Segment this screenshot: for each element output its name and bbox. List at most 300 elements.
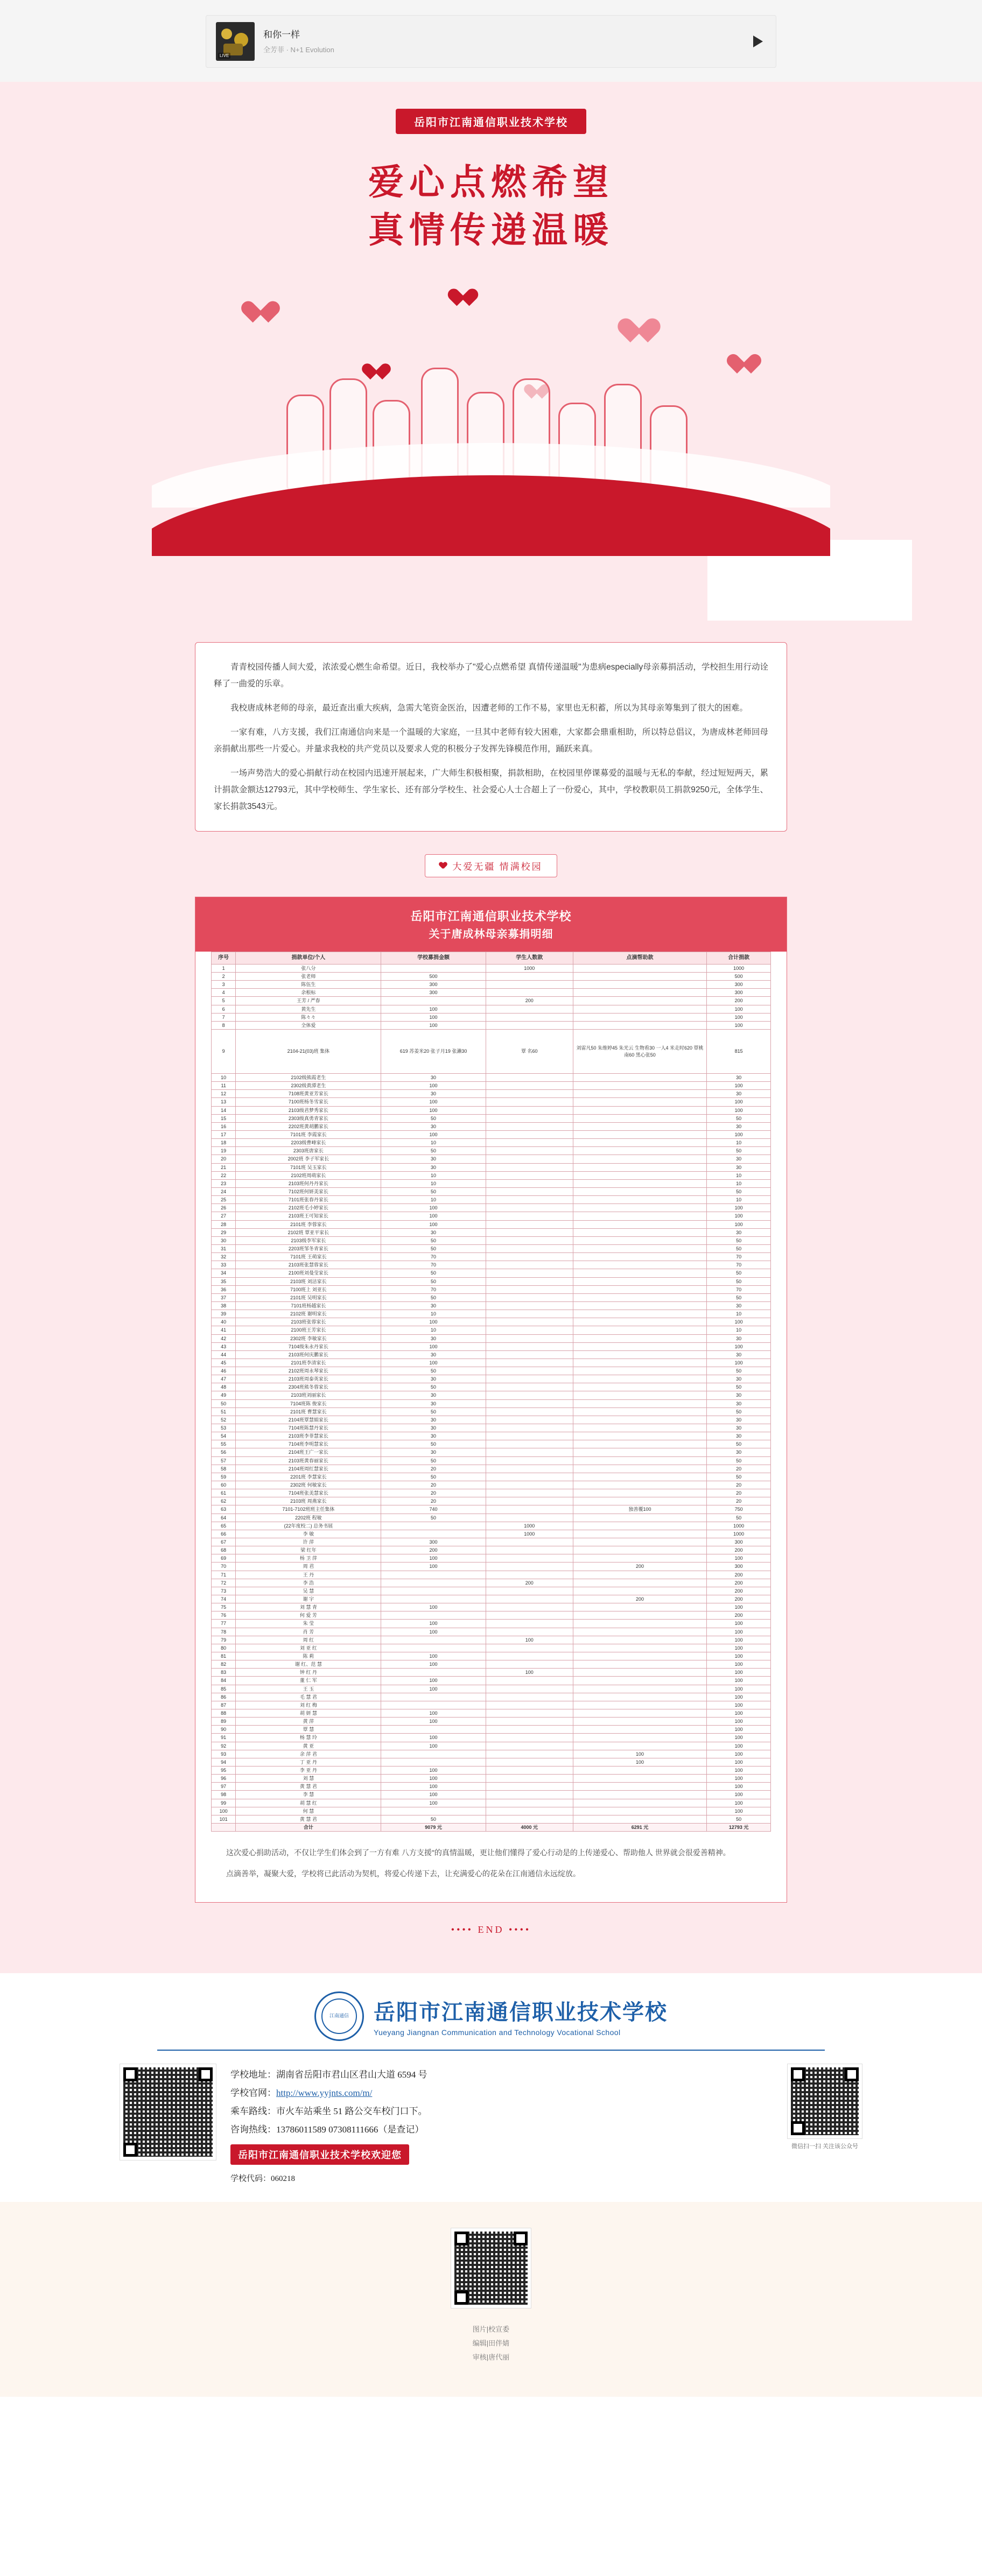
closing-paragraph: 点滴善举，凝聚大爱，学校将已此活动为契机，将爱心传递下去，让充满爱心的花朵在江南通信永远绽放。 xyxy=(226,1869,580,1878)
table-cell: 30 xyxy=(381,1448,486,1456)
table-cell: 陈伍生 xyxy=(236,981,381,989)
table-cell: 100 xyxy=(707,1734,771,1742)
table-cell xyxy=(486,1163,573,1171)
table-cell xyxy=(573,1228,706,1236)
credit-line: 编辑|田伴婧 xyxy=(472,2339,510,2347)
donation-table-card xyxy=(195,897,787,1902)
table-cell: 10 xyxy=(707,1171,771,1179)
table-cell: 10 xyxy=(381,1310,486,1318)
table-cell: 100 xyxy=(707,1783,771,1791)
table-cell xyxy=(573,973,706,981)
table-cell xyxy=(573,989,706,997)
table-cell: 李 慧 xyxy=(236,1791,381,1799)
table-cell: 200 xyxy=(707,1611,771,1620)
table-row xyxy=(212,1013,771,1021)
table-row xyxy=(212,1709,771,1717)
table-cell: 覃 名60 xyxy=(486,1030,573,1074)
table-cell: 30 xyxy=(381,1391,486,1399)
table-cell: 13 xyxy=(212,1098,236,1106)
school-name-en: Yueyang Jiangnan Communication and Technology Vocational School xyxy=(374,2028,621,2037)
table-cell xyxy=(486,1326,573,1334)
donation-table-title-2: 关于唐成林母亲募捐明细 xyxy=(429,928,553,941)
table-cell: 100 xyxy=(381,1318,486,1326)
table-cell xyxy=(381,1636,486,1644)
table-cell: 李 亚 丹 xyxy=(236,1766,381,1774)
table-cell: 2103班 周燕家长 xyxy=(236,1497,381,1505)
table-cell: 63 xyxy=(212,1505,236,1514)
table-cell xyxy=(486,1204,573,1212)
table-cell: 30 xyxy=(381,1350,486,1359)
table-cell xyxy=(381,964,486,972)
table-cell xyxy=(381,1587,486,1595)
article-text-box xyxy=(195,642,787,832)
table-cell: 52 xyxy=(212,1416,236,1424)
table-cell xyxy=(486,1277,573,1285)
table-cell: 100 xyxy=(707,1318,771,1326)
table-row xyxy=(212,1677,771,1685)
table-cell xyxy=(573,1212,706,1220)
table-cell: 17 xyxy=(212,1130,236,1138)
table-cell xyxy=(573,1669,706,1677)
mini-banner-label: 大爱无疆 情满校园 xyxy=(452,862,543,872)
table-cell: 31 xyxy=(212,1244,236,1252)
table-cell: 27 xyxy=(212,1212,236,1220)
table-cell: 73 xyxy=(212,1587,236,1595)
table-cell: 50 xyxy=(381,1114,486,1122)
table-cell: 50 xyxy=(707,1383,771,1391)
table-cell xyxy=(486,1359,573,1367)
table-cell: 20 xyxy=(381,1481,486,1489)
table-cell: 89 xyxy=(212,1718,236,1726)
table-cell: 2102级熊霞老生 xyxy=(236,1074,381,1082)
table-cell xyxy=(573,1514,706,1522)
table-cell: 30 xyxy=(381,1416,486,1424)
table-cell: 100 xyxy=(381,1220,486,1228)
table-cell xyxy=(573,1277,706,1285)
table-cell: 100 xyxy=(707,1758,771,1766)
table-cell: 100 xyxy=(381,1021,486,1029)
table-cell: 100 xyxy=(707,1791,771,1799)
table-row xyxy=(212,1644,771,1652)
table-cell xyxy=(573,1726,706,1734)
table-cell xyxy=(573,1179,706,1187)
school-code: 学校代码：060218 xyxy=(230,2174,296,2183)
table-cell xyxy=(486,1106,573,1114)
table-cell xyxy=(381,1530,486,1538)
table-cell: 100 xyxy=(381,1799,486,1807)
table-cell: 50 xyxy=(381,1456,486,1465)
table-cell: 50 xyxy=(707,1293,771,1301)
table-cell: 50 xyxy=(381,1187,486,1195)
article-paragraph: 一家有难，八方支援，我们江南通信向来是一个温暖的大家庭，一旦其中老师有较大困难，大家都会鼎重相助，所以特总倡议，为唐成林老师回母亲捐献出那些一片爱心。并量求我校的共产党员以及要求人党的积极分子发挥先锋模范作用，踊跃来真。 xyxy=(214,728,768,754)
table-cell xyxy=(381,1750,486,1758)
table-row xyxy=(212,1122,771,1130)
table-cell xyxy=(573,1155,706,1163)
table-cell: 50 xyxy=(381,1244,486,1252)
table-cell xyxy=(486,1775,573,1783)
table-cell: 96 xyxy=(212,1775,236,1783)
table-cell: 300 xyxy=(381,989,486,997)
table-cell: 2303班唐家长 xyxy=(236,1147,381,1155)
table-cell xyxy=(573,1815,706,1823)
table-cell xyxy=(486,1726,573,1734)
table-cell xyxy=(486,1253,573,1261)
table-cell: 刘雷凡50 朱维婷45 朱光云 生物看30 一人4 米走时620 覃桃南60 黑心张50 xyxy=(573,1030,706,1074)
table-cell xyxy=(486,1424,573,1432)
table-cell xyxy=(573,1734,706,1742)
donation-table-title-1: 岳阳市江南通信职业技术学校 xyxy=(410,910,572,924)
table-cell xyxy=(486,1571,573,1579)
table-cell xyxy=(486,1742,573,1750)
table-cell: 30 xyxy=(381,1375,486,1383)
table-cell xyxy=(573,1709,706,1717)
table-cell: 8 xyxy=(212,1021,236,1029)
table-row xyxy=(212,1416,771,1424)
audio-player-bar xyxy=(0,0,982,82)
table-cell: 30 xyxy=(707,1163,771,1171)
table-cell: 2202班黄胡鹏家长 xyxy=(236,1122,381,1130)
table-cell xyxy=(573,1440,706,1448)
article-headline xyxy=(0,159,982,255)
table-cell: 1000 xyxy=(486,964,573,972)
table-cell: 30 xyxy=(381,1155,486,1163)
table-row xyxy=(212,989,771,997)
table-cell xyxy=(573,1391,706,1399)
table-cell: 7104班陈 俊家长 xyxy=(236,1399,381,1407)
table-cell: 100 xyxy=(707,1644,771,1652)
table-cell: 10 xyxy=(381,1326,486,1334)
table-cell xyxy=(486,1220,573,1228)
table-cell: 23 xyxy=(212,1179,236,1187)
credit-qr-code[interactable] xyxy=(451,2228,531,2308)
table-row xyxy=(212,1391,771,1399)
table-cell xyxy=(573,1163,706,1171)
audio-player[interactable] xyxy=(206,15,776,68)
article-paragraph: 一场声势浩大的爱心捐献行动在校园内迅速开展起来，广大师生积极相聚，捐款相助，在校园里停课募爱的温暖与无私的奉献，经过短短两天，累计捐款金额达12793元，其中学校师生、学生家长、还有部分学校生、社会爱心人士合超上了一份爱心，其中，学校教职员工捐款9250元，全体学生、家长捐款3543元。 xyxy=(214,769,768,812)
table-cell: 10 xyxy=(707,1179,771,1187)
table-cell: 25 xyxy=(212,1196,236,1204)
table-cell: 84 xyxy=(212,1677,236,1685)
table-cell: 20 xyxy=(707,1489,771,1497)
closing-paragraph: 这次爱心捐助活动，不仅让学生们体会到了一方有难 八方支援"的真情温暖，更让他们懂得了爱心行动是的上传递爱心、帮助他人 世界就会很爱善精神。 xyxy=(226,1848,731,1857)
table-cell: 88 xyxy=(212,1709,236,1717)
school-qr-code[interactable] xyxy=(120,2064,216,2160)
table-row xyxy=(212,1514,771,1522)
table-cell: 300 xyxy=(707,1538,771,1546)
table-cell: 30 xyxy=(381,1301,486,1310)
table-cell xyxy=(573,1807,706,1815)
table-cell xyxy=(573,1579,706,1587)
table-cell: 2100班刘曼莹家长 xyxy=(236,1269,381,1277)
table-cell: 98 xyxy=(212,1791,236,1799)
table-cell: 刘 红 梅 xyxy=(236,1701,381,1709)
table-cell: 50 xyxy=(707,1277,771,1285)
table-cell: 50 xyxy=(707,1514,771,1522)
table-cell: 100 xyxy=(707,1359,771,1367)
table-cell: 30 xyxy=(212,1236,236,1244)
table-cell xyxy=(573,1220,706,1228)
table-row xyxy=(212,1620,771,1628)
table-cell xyxy=(573,1693,706,1701)
table-cell: 100 xyxy=(381,1791,486,1799)
table-cell: 2302班 李敏家长 xyxy=(236,1334,381,1342)
table-row xyxy=(212,981,771,989)
table-row xyxy=(212,1758,771,1766)
table-cell xyxy=(573,1342,706,1350)
table-cell: 100 xyxy=(707,1685,771,1693)
table-cell: 10 xyxy=(707,1139,771,1147)
table-cell: 7104级朱永丹家长 xyxy=(236,1342,381,1350)
table-row xyxy=(212,1253,771,1261)
table-cell: 2302级黄潭老生 xyxy=(236,1082,381,1090)
table-cell xyxy=(486,1660,573,1669)
table-cell: 49 xyxy=(212,1391,236,1399)
table-cell: 35 xyxy=(212,1277,236,1285)
welcome-banner xyxy=(230,2144,773,2165)
table-cell xyxy=(573,1742,706,1750)
table-cell xyxy=(486,1334,573,1342)
table-cell xyxy=(573,1147,706,1155)
table-cell: 12 xyxy=(212,1090,236,1098)
table-cell xyxy=(486,1432,573,1440)
table-cell: 30 xyxy=(707,1334,771,1342)
table-cell xyxy=(486,1497,573,1505)
table-cell: 22 xyxy=(212,1171,236,1179)
table-cell: 66 xyxy=(212,1530,236,1538)
table-cell: 100 xyxy=(381,1013,486,1021)
table-row xyxy=(212,1163,771,1171)
table-row xyxy=(212,1220,771,1228)
table-cell xyxy=(573,1139,706,1147)
contact-info xyxy=(230,2064,773,2184)
table-cell: 10 xyxy=(707,1310,771,1318)
table-cell: 100 xyxy=(707,1106,771,1114)
donation-table xyxy=(211,952,771,1832)
table-cell xyxy=(573,1253,706,1261)
table-cell: 30 xyxy=(707,1416,771,1424)
table-cell xyxy=(486,1021,573,1029)
table-cell: 2203级曹峰家长 xyxy=(236,1139,381,1147)
table-cell: 70 xyxy=(381,1261,486,1269)
table-cell: 200 xyxy=(381,1546,486,1554)
table-cell: 36 xyxy=(212,1285,236,1293)
school-name-cn: 岳阳市江南通信职业技术学校 xyxy=(374,2000,668,2025)
table-cell: 30 xyxy=(381,1424,486,1432)
table-cell xyxy=(486,1595,573,1603)
table-row xyxy=(212,1660,771,1669)
table-cell: 619 苏姜米20 张子月19 张濑30 xyxy=(381,1030,486,1074)
table-cell: 100 xyxy=(707,1628,771,1636)
table-cell: 1000 xyxy=(486,1530,573,1538)
table-cell xyxy=(486,1807,573,1815)
table-cell: 100 xyxy=(381,1342,486,1350)
table-cell: 21 xyxy=(212,1163,236,1171)
table-cell xyxy=(486,1554,573,1563)
table-cell xyxy=(486,1074,573,1082)
table-cell: 56 xyxy=(212,1448,236,1456)
table-cell xyxy=(486,1815,573,1823)
table-row xyxy=(212,1005,771,1013)
table-cell xyxy=(573,1775,706,1783)
table-cell: 50 xyxy=(381,1293,486,1301)
table-cell: 100 xyxy=(573,1750,706,1758)
table-row xyxy=(212,1489,771,1497)
table-cell: 50 xyxy=(381,1383,486,1391)
table-cell xyxy=(573,1350,706,1359)
table-cell: 70 xyxy=(707,1253,771,1261)
table-cell xyxy=(486,1236,573,1244)
table-cell: 200 xyxy=(486,997,573,1005)
table-cell: 50 xyxy=(707,1269,771,1277)
table-cell xyxy=(573,1432,706,1440)
table-cell: 100 xyxy=(573,1758,706,1766)
table-cell: 余根标 xyxy=(236,989,381,997)
table-cell xyxy=(486,1709,573,1717)
table-cell: 7101班杨越家长 xyxy=(236,1301,381,1310)
table-cell: 董 仁 军 xyxy=(236,1677,381,1685)
school-identity-row xyxy=(0,1991,982,2041)
school-logo-inner-text: 江南通信 xyxy=(321,1998,357,2034)
table-cell: 30 xyxy=(381,1432,486,1440)
table-cell: 50 xyxy=(707,1244,771,1252)
table-cell: 100 xyxy=(212,1807,236,1815)
table-cell: 张老师 xyxy=(236,973,381,981)
table-cell xyxy=(573,1013,706,1021)
table-cell xyxy=(381,1726,486,1734)
headline-line-1: 爱心点燃希望 xyxy=(368,163,614,202)
table-cell xyxy=(381,1571,486,1579)
table-cell xyxy=(573,1554,706,1563)
table-cell xyxy=(381,1611,486,1620)
table-cell: 黄 萍 xyxy=(236,1718,381,1726)
table-cell xyxy=(212,1823,236,1831)
table-cell: 30 xyxy=(707,1122,771,1130)
table-cell xyxy=(486,1342,573,1350)
table-cell: 50 xyxy=(381,1277,486,1285)
table-cell: 4000 元 xyxy=(486,1823,573,1831)
table-cell xyxy=(573,1489,706,1497)
table-cell xyxy=(381,1644,486,1652)
table-cell: 75 xyxy=(212,1603,236,1611)
table-cell xyxy=(573,1424,706,1432)
table-cell: 50 xyxy=(707,1367,771,1375)
table-cell: 100 xyxy=(381,1554,486,1563)
table-cell: 100 xyxy=(707,1620,771,1628)
table-row xyxy=(212,1212,771,1220)
table-cell: 37 xyxy=(212,1293,236,1301)
table-cell: 2101班 吴明家长 xyxy=(236,1293,381,1301)
table-cell: 2102班周萌家长 xyxy=(236,1171,381,1179)
table-row xyxy=(212,1350,771,1359)
table-cell xyxy=(573,1628,706,1636)
table-cell xyxy=(486,1448,573,1456)
table-cell: 杨 卫 萍 xyxy=(236,1554,381,1563)
table-row xyxy=(212,1481,771,1489)
table-cell: 7101-7102班班主任集体 xyxy=(236,1505,381,1514)
table-cell xyxy=(573,1269,706,1277)
play-icon[interactable] xyxy=(750,33,766,50)
table-cell xyxy=(573,1538,706,1546)
table-cell xyxy=(486,1261,573,1269)
table-cell: 100 xyxy=(486,1636,573,1644)
table-cell: 100 xyxy=(707,1652,771,1660)
contact-section xyxy=(120,2064,862,2184)
table-cell: 12793 元 xyxy=(707,1823,771,1831)
wechat-qr-code[interactable] xyxy=(787,2064,862,2139)
table-cell: 2102班 覃亚平家长 xyxy=(236,1228,381,1236)
table-row xyxy=(212,1334,771,1342)
table-cell xyxy=(486,1791,573,1799)
table-cell: 30 xyxy=(381,1090,486,1098)
wechat-qr-block xyxy=(787,2064,862,2151)
table-cell xyxy=(573,1587,706,1595)
table-cell xyxy=(486,1269,573,1277)
table-cell: 40 xyxy=(212,1318,236,1326)
table-cell: 2002班 李子军家长 xyxy=(236,1155,381,1163)
table-cell xyxy=(486,1228,573,1236)
heart-shape xyxy=(249,292,272,316)
table-cell xyxy=(486,1318,573,1326)
table-cell: 70 xyxy=(381,1253,486,1261)
table-cell: 1000 xyxy=(707,1522,771,1530)
table-cell: 周 君 xyxy=(236,1563,381,1571)
table-cell: 10 xyxy=(381,1171,486,1179)
table-cell xyxy=(381,997,486,1005)
table-cell xyxy=(486,1644,573,1652)
table-cell: 20 xyxy=(707,1497,771,1505)
table-row xyxy=(212,1448,771,1456)
heart-shape xyxy=(733,346,755,368)
table-cell: 59 xyxy=(212,1473,236,1481)
table-cell xyxy=(486,1677,573,1685)
table-cell xyxy=(486,1399,573,1407)
table-cell xyxy=(573,1122,706,1130)
table-cell xyxy=(573,1130,706,1138)
website-url[interactable]: http://www.yyjnts.com/m/ xyxy=(276,2087,373,2098)
table-cell: 2102班 谢明家长 xyxy=(236,1310,381,1318)
table-cell: 200 xyxy=(707,1546,771,1554)
table-cell: 张八分 xyxy=(236,964,381,972)
table-cell: 黄 慧 君 xyxy=(236,1783,381,1791)
table-row xyxy=(212,1742,771,1750)
table-cell: 97 xyxy=(212,1783,236,1791)
table-cell: 72 xyxy=(212,1579,236,1587)
table-cell: 2304班熊冬蓉家长 xyxy=(236,1383,381,1391)
table-cell: 100 xyxy=(707,1013,771,1021)
table-row xyxy=(212,1106,771,1114)
table-cell: 100 xyxy=(381,1212,486,1220)
audio-subtitle: 全芳菲 · N+1 Evolution xyxy=(263,46,334,54)
footer-block xyxy=(0,1973,982,2184)
table-row xyxy=(212,1204,771,1212)
table-cell: 100 xyxy=(707,1220,771,1228)
table-cell xyxy=(486,1293,573,1301)
table-cell: 2302班 何敏家长 xyxy=(236,1481,381,1489)
table-cell: 78 xyxy=(212,1628,236,1636)
table-row xyxy=(212,1546,771,1554)
table-cell: 76 xyxy=(212,1611,236,1620)
table-cell xyxy=(381,1758,486,1766)
table-row xyxy=(212,1082,771,1090)
table-row xyxy=(212,1563,771,1571)
table-cell xyxy=(573,981,706,989)
table-cell xyxy=(573,1546,706,1554)
table-cell: 20 xyxy=(381,1489,486,1497)
table-row xyxy=(212,1726,771,1734)
table-cell xyxy=(573,1285,706,1293)
table-row xyxy=(212,1269,771,1277)
table-cell: 陈 莉 xyxy=(236,1652,381,1660)
